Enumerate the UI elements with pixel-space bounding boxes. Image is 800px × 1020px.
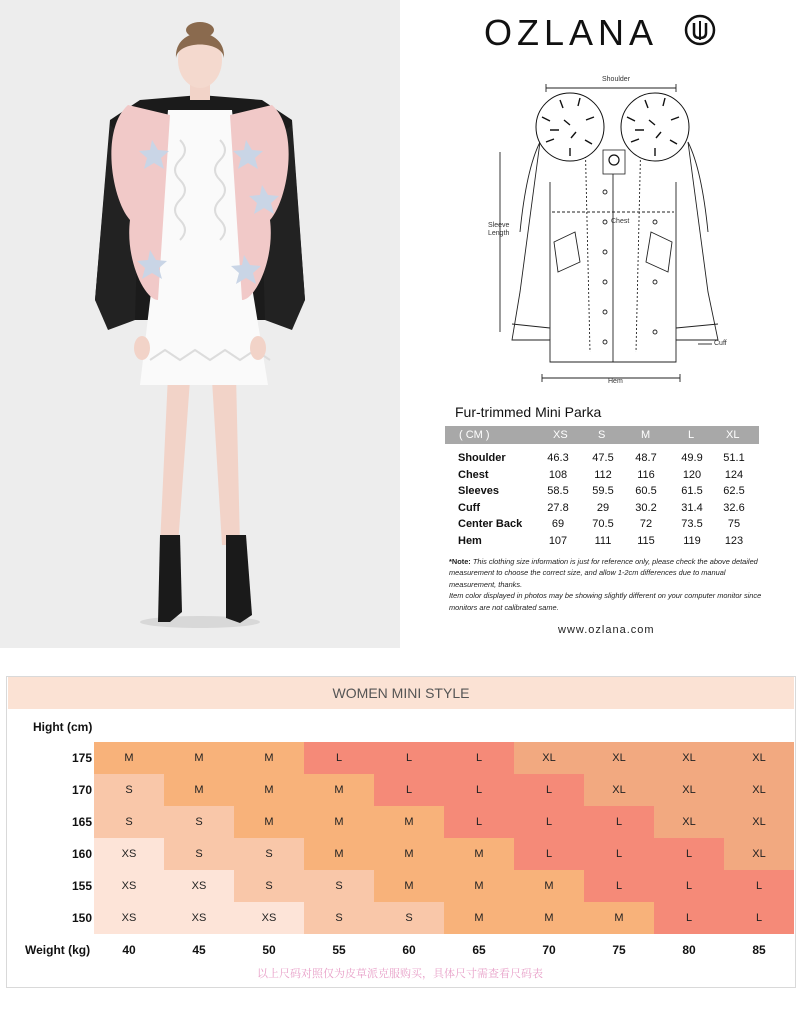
parka-outline-icon — [480, 72, 750, 390]
size-cell: L — [514, 838, 584, 870]
size-cell: XL — [584, 774, 654, 806]
size-value: 31.4 — [681, 501, 703, 514]
size-cell: S — [234, 838, 304, 870]
size-value: 47.5 — [592, 452, 614, 464]
size-cell: XL — [724, 838, 794, 870]
size-value: 48.7 — [635, 452, 657, 464]
unit-label: ( CM ) — [459, 429, 490, 441]
size-row-label: Center Back — [458, 518, 523, 531]
size-cell: M — [164, 774, 234, 806]
height-label: 155 — [71, 879, 92, 893]
size-cell: XS — [234, 902, 304, 934]
sleeve-length-label: Sleeve Length — [488, 222, 510, 237]
size-value: 107 — [548, 534, 568, 547]
brand-header — [484, 10, 734, 53]
size-table-title: Fur-trimmed Mini Parka — [455, 404, 602, 420]
size-cell: XS — [94, 838, 164, 870]
size-value: 62.5 — [723, 485, 745, 498]
size-value: 123 — [724, 534, 744, 547]
size-cell: L — [304, 742, 374, 774]
size-row-label: Cuff — [458, 501, 480, 514]
size-value: 69 — [551, 518, 565, 531]
size-value: 32.6 — [723, 501, 745, 514]
size-cell: M — [374, 806, 444, 838]
size-cell: S — [304, 870, 374, 902]
size-cell: M — [234, 742, 304, 774]
size-cell: XL — [654, 806, 724, 838]
size-cell: L — [584, 806, 654, 838]
size-header: S — [598, 429, 606, 441]
weight-label: 55 — [332, 943, 346, 957]
size-cell: M — [374, 838, 444, 870]
size-cell: XL — [514, 742, 584, 774]
size-value: 75 — [727, 518, 741, 531]
size-header: L — [688, 429, 695, 441]
height-label: 175 — [71, 751, 92, 765]
size-value: 61.5 — [681, 485, 703, 498]
size-cell: M — [444, 838, 514, 870]
size-value: 60.5 — [635, 485, 657, 498]
size-cell: S — [234, 870, 304, 902]
size-cell: M — [444, 902, 514, 934]
size-cell: L — [444, 742, 514, 774]
product-photo — [0, 0, 400, 648]
size-value: 124 — [724, 468, 744, 481]
note-prefix: *Note: — [449, 557, 471, 566]
size-cell: S — [94, 806, 164, 838]
size-value: 72 — [639, 518, 653, 531]
size-cell: M — [304, 806, 374, 838]
size-cell: XS — [94, 870, 164, 902]
size-cell: S — [374, 902, 444, 934]
size-header: XS — [553, 429, 568, 441]
size-value: 59.5 — [592, 485, 614, 498]
size-chart-title: WOMEN MINI STYLE — [332, 685, 470, 701]
size-table-header — [445, 426, 759, 444]
y-axis-label: Hight (cm) — [33, 720, 93, 734]
size-cell: L — [654, 838, 724, 870]
note-text: This clothing size information is just for reference only, please check the above detailed measurement to choose the correct size, and allow 1-2cm differences due to manual measurement, thanks. — [449, 557, 758, 589]
size-value: 112 — [594, 468, 612, 481]
size-cell: L — [444, 806, 514, 838]
size-cell: XL — [724, 774, 794, 806]
size-value: 46.3 — [547, 452, 569, 464]
size-chart-title-bar — [8, 677, 794, 709]
brand-name: OZLANA — [484, 12, 659, 53]
height-label: 150 — [71, 911, 92, 925]
note-text-2: Item color displayed in photos may be showing slightly different on your computer monitor since monitors are not calibrated same. — [449, 591, 762, 612]
size-row-label: Chest — [458, 468, 489, 481]
size-cell: XL — [724, 806, 794, 838]
size-cell: S — [94, 774, 164, 806]
size-cell: L — [584, 870, 654, 902]
size-value: 73.5 — [681, 518, 703, 531]
size-row-label: Shoulder — [458, 452, 506, 464]
size-cell: L — [584, 838, 654, 870]
size-cell: M — [234, 806, 304, 838]
height-label: 170 — [71, 783, 92, 797]
size-cell: L — [724, 902, 794, 934]
size-cell: M — [514, 902, 584, 934]
weight-label: 45 — [192, 943, 206, 957]
size-cell: S — [304, 902, 374, 934]
size-cell: L — [654, 902, 724, 934]
size-value: 27.8 — [547, 501, 569, 514]
size-cell: S — [164, 806, 234, 838]
size-cell: XS — [94, 902, 164, 934]
size-cell: XL — [584, 742, 654, 774]
chart-footnote: 以上尺码对照仅为皮草派克服购买，具体尺寸需查看尺码表 — [257, 967, 543, 980]
weight-label: 75 — [612, 943, 626, 957]
size-cell: L — [514, 806, 584, 838]
size-cell: M — [164, 742, 234, 774]
size-cell: S — [164, 838, 234, 870]
size-cell: L — [444, 774, 514, 806]
size-cell: L — [374, 742, 444, 774]
size-value: 108 — [548, 468, 568, 481]
size-value: 70.5 — [592, 518, 614, 531]
size-cell: XS — [164, 870, 234, 902]
weight-label: 70 — [542, 943, 556, 957]
height-label: 165 — [71, 815, 92, 829]
size-cell: M — [234, 774, 304, 806]
size-value: 58.5 — [547, 485, 569, 498]
size-cell: L — [514, 774, 584, 806]
size-value: 120 — [682, 468, 702, 481]
chest-label: Chest — [611, 218, 630, 225]
weight-label: 85 — [752, 943, 766, 957]
weight-label: 50 — [262, 943, 276, 957]
size-value: 30.2 — [635, 501, 657, 514]
height-label: 160 — [71, 847, 92, 861]
size-value: 51.1 — [723, 452, 745, 464]
size-cell: L — [724, 870, 794, 902]
weight-label: 60 — [402, 943, 416, 957]
size-cell: XL — [654, 742, 724, 774]
size-value: 116 — [637, 468, 655, 481]
size-cell: M — [514, 870, 584, 902]
ozlana-logo-icon — [684, 14, 716, 46]
size-cell: L — [374, 774, 444, 806]
size-cell: M — [374, 870, 444, 902]
size-grid — [94, 742, 794, 934]
website-link[interactable]: www.ozlana.com — [558, 624, 655, 636]
model-illustration — [0, 0, 400, 648]
size-cell: M — [304, 774, 374, 806]
size-cell: M — [584, 902, 654, 934]
size-cell: M — [94, 742, 164, 774]
shoulder-label: Shoulder — [602, 76, 631, 83]
parka-technical-drawing — [480, 72, 750, 390]
size-header: XL — [726, 429, 740, 441]
size-cell: M — [304, 838, 374, 870]
x-axis-label: Weight (kg) — [25, 943, 91, 957]
size-cell: XL — [654, 774, 724, 806]
size-row-label: Hem — [458, 534, 482, 547]
size-row-label: Sleeves — [458, 485, 499, 498]
size-value: 119 — [683, 534, 701, 547]
size-cell: XS — [164, 902, 234, 934]
weight-label: 40 — [122, 943, 136, 957]
size-cell: M — [444, 870, 514, 902]
size-cell: XL — [724, 742, 794, 774]
size-note — [449, 556, 767, 613]
hem-label: Hem — [608, 378, 623, 385]
weight-label: 65 — [472, 943, 486, 957]
size-cell: L — [654, 870, 724, 902]
size-value: 115 — [637, 534, 655, 547]
cuff-label: Cuff — [714, 340, 727, 347]
size-value: 29 — [596, 501, 610, 514]
size-value: 111 — [594, 534, 612, 547]
size-header: M — [641, 429, 651, 441]
weight-label: 80 — [682, 943, 696, 957]
size-value: 49.9 — [681, 452, 703, 464]
